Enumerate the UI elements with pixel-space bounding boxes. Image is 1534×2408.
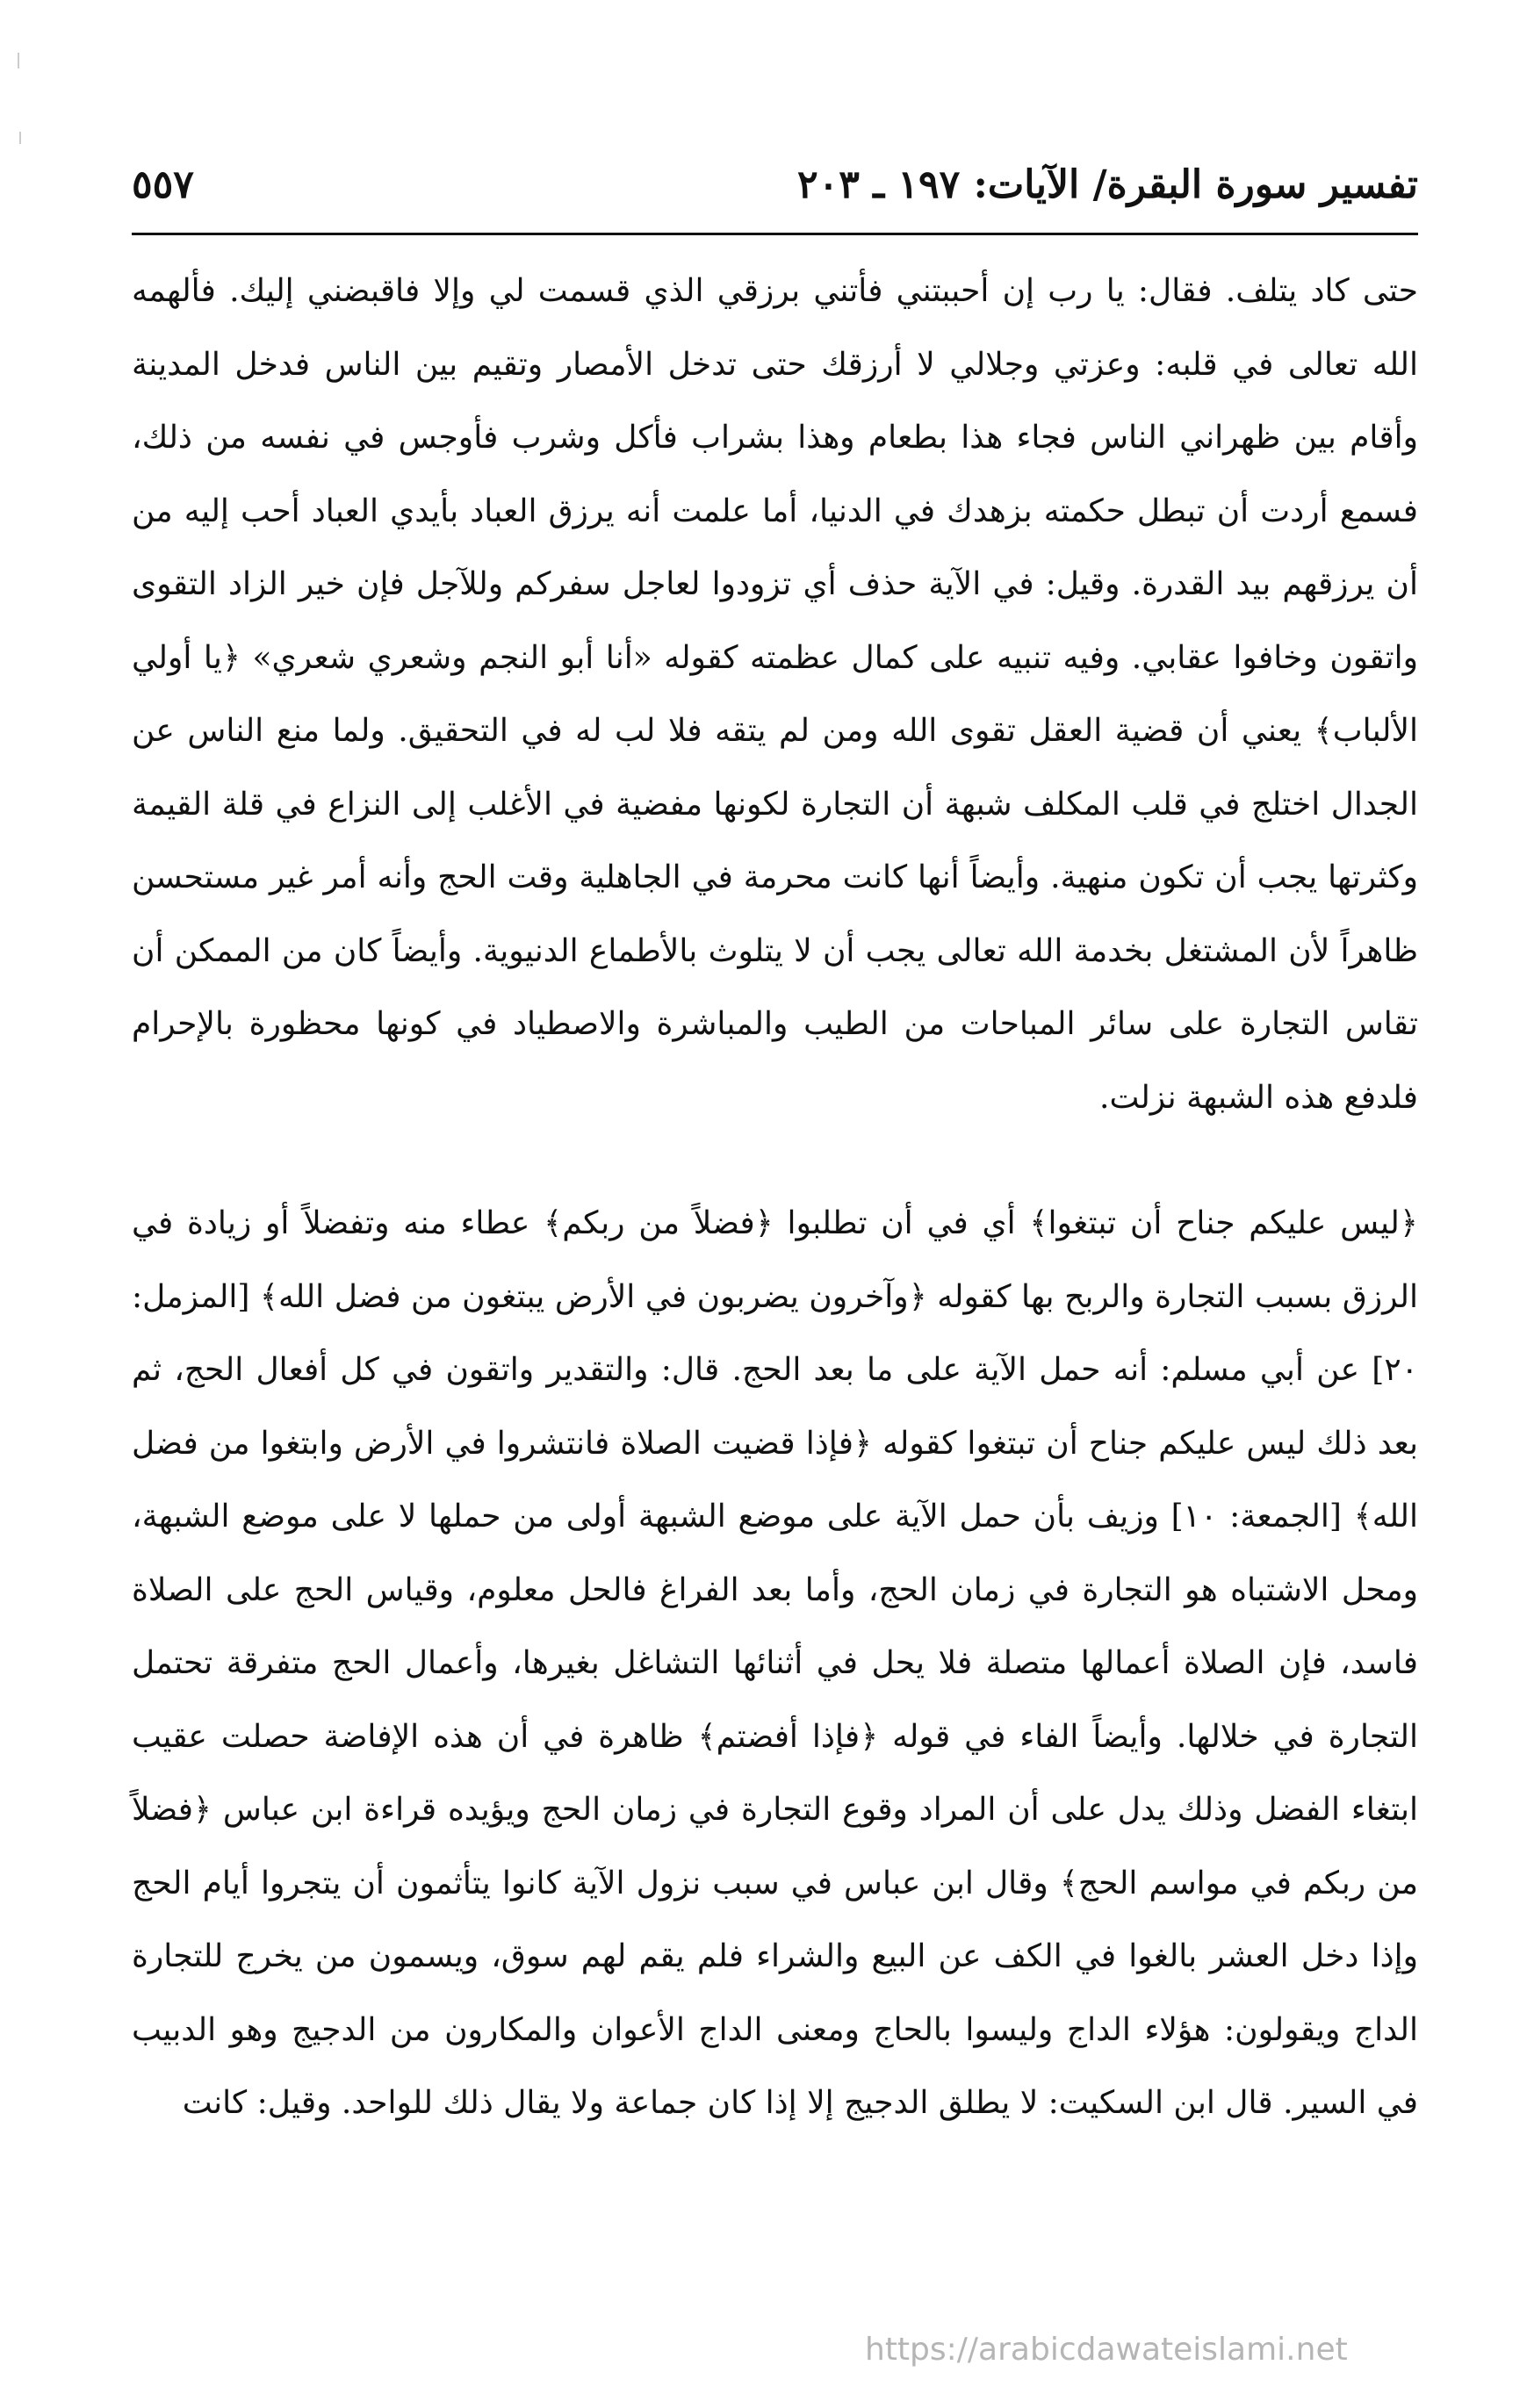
- main-text: [132, 255, 1418, 2140]
- running-header: [132, 154, 1418, 233]
- header-divider: [132, 233, 1418, 235]
- running-header-title: تفسير سورة البقرة/ الآيات: ١٩٧ ـ ٢٠٣: [796, 162, 1418, 207]
- page-number: ٥٥٧: [132, 162, 194, 207]
- paragraph-2: ﴿ليس عليكم جناح أن تبتغوا﴾ أي في أن تطلبوا ﴿فضلاً من ربكم﴾ عطاء منه وتفضلاً أو زيادة في الرزق بسبب التجارة والربح بها كقوله ﴿وآخرون يضربون في الأرض يبتغون من فضل الله﴾ [المزمل: ٢٠] عن أبي مسلم: أنه حمل الآية على ما بعد الحج. قال: والتقدير واتقون في كل أفعال الحج، ثم بعد ذلك ليس عليكم جناح أن تبتغوا كقوله ﴿فإذا قضيت الصلاة فانتشروا في الأرض وابتغوا من فضل الله﴾ [الجمعة: ١٠] وزيف بأن حمل الآية على موضع الشبهة أولى من حملها لا على موضع الشبهة، ومحل الاشتباه هو التجارة في زمان الحج، وأما بعد الفراغ فالحل معلوم، وقياس الحج على الصلاة فاسد، فإن الصلاة أعمالها متصلة فلا يحل في أثنائها التشاغل بغيرها، وأعمال الحج متفرقة تحتمل التجارة في خلالها. وأيضاً الفاء في قوله ﴿فإذا أفضتم﴾ ظاهرة في أن هذه الإفاضة حصلت عقيب ابتغاء الفضل وذلك يدل على أن المراد وقوع التجارة في زمان الحج ويؤيده قراءة ابن عباس ﴿فضلاً من ربكم في مواسم الحج﴾ وقال ابن عباس في سبب نزول الآية كانوا يتأثمون أن يتجروا أيام الحج وإذا دخل العشر بالغوا في الكف عن البيع والشراء فلم يقم لهم سوق، ويسمون من يخرج للتجارة الداج ويقولون: هؤلاء الداج وليسوا بالحاج ومعنى الداج الأعوان والمكارون من الدجيج وهو الدبيب في السير. قال ابن السكيت: لا يطلق الدجيج إلا إذا كان جماعة ولا يقال ذلك للواحد. وقيل: كانت: [132, 1205, 1418, 2121]
- scan-margin-mark: [18, 53, 19, 68]
- source-watermark: https://arabicdawateislami.net: [865, 2332, 1348, 2368]
- scan-margin-mark: [19, 132, 21, 144]
- paragraph-1: حتى كاد يتلف. فقال: يا رب إن أحببتني فأتني برزقي الذي قسمت لي وإلا فاقبضني إليك. فألهمه الله تعالى في قلبه: وعزتي وجلالي لا أرزقك حتى تدخل الأمصار وتقيم بين الناس فدخل المدينة وأقام بين ظهراني الناس فجاء هذا بطعام وهذا بشراب فأكل وشرب فأوجس في نفسه من ذلك، فسمع أردت أن تبطل حكمته بزهدك في الدنيا، أما علمت أنه يرزق العباد بأيدي العباد أحب إليه من أن يرزقهم بيد القدرة. وقيل: في الآية حذف أي تزودوا لعاجل سفركم وللآجل فإن خير الزاد التقوى واتقون وخافوا عقابي. وفيه تنبيه على كمال عظمته كقوله «أنا أبو النجم وشعري شعري» ﴿يا أولي الألباب﴾ يعني أن قضية العقل تقوى الله ومن لم يتقه فلا لب له في التحقيق. ولما منع الناس عن الجدال اختلج في قلب المكلف شبهة أن التجارة لكونها مفضية في الأغلب إلى النزاع في قلة القيمة وكثرتها يجب أن تكون منهية. وأيضاً أنها كانت محرمة في الجاهلية وقت الحج وأنه أمر غير مستحسن ظاهراً لأن المشتغل بخدمة الله تعالى يجب أن لا يتلوث بالأطماع الدنيوية. وأيضاً كان من الممكن أن تقاس التجارة على سائر المباحات من الطيب والمباشرة والاصطياد في كونها محظورة بالإحرام فلدفع هذه الشبهة نزلت.: [132, 273, 1418, 1116]
